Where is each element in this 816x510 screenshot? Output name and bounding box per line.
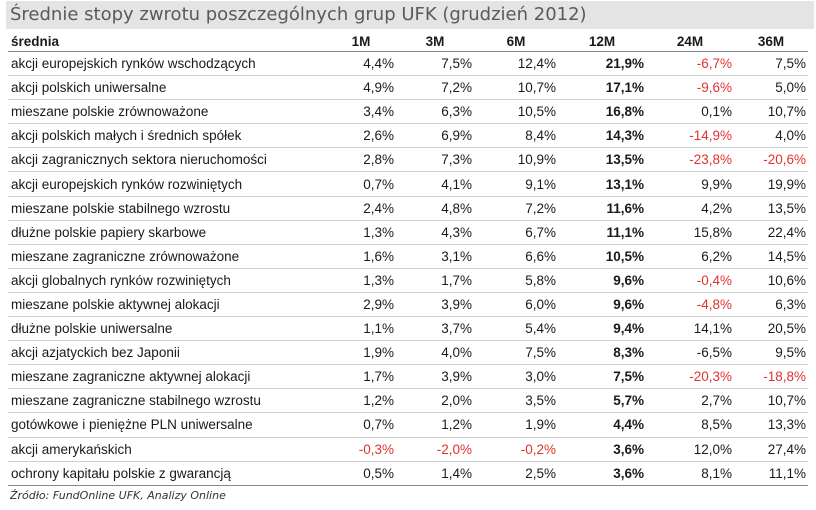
returns-table xyxy=(8,31,808,486)
cell-1m: 0,7% xyxy=(326,413,396,437)
cell-36m: 6,3% xyxy=(734,292,808,316)
cell-6m: 3,5% xyxy=(474,389,558,413)
cell-3m: 7,2% xyxy=(396,76,474,100)
cell-12m: 14,3% xyxy=(558,124,646,148)
table-row xyxy=(8,461,808,485)
cell-24m: 14,1% xyxy=(646,317,734,341)
cell-12m: 3,6% xyxy=(558,437,646,461)
row-label: akcji polskich uniwersalne xyxy=(8,76,326,100)
cell-6m: 5,8% xyxy=(474,268,558,292)
cell-6m: 1,9% xyxy=(474,413,558,437)
cell-3m: 3,1% xyxy=(396,244,474,268)
cell-24m: 12,0% xyxy=(646,437,734,461)
cell-12m: 11,6% xyxy=(558,196,646,220)
row-label: mieszane polskie aktywnej alokacji xyxy=(8,292,326,316)
cell-36m: 7,5% xyxy=(734,52,808,76)
cell-12m: 5,7% xyxy=(558,389,646,413)
cell-1m: 1,3% xyxy=(326,220,396,244)
source-note: Źródło: FundOnline UFK, Analizy Online xyxy=(10,489,226,502)
cell-12m: 8,3% xyxy=(558,341,646,365)
row-label: mieszane zagraniczne aktywnej alokacji xyxy=(8,365,326,389)
cell-1m: 1,7% xyxy=(326,365,396,389)
cell-3m: 1,7% xyxy=(396,268,474,292)
cell-12m: 13,1% xyxy=(558,172,646,196)
cell-24m: -23,8% xyxy=(646,148,734,172)
cell-6m: -0,2% xyxy=(474,437,558,461)
row-label: akcji globalnych rynków rozwiniętych xyxy=(8,268,326,292)
row-label: dłużne polskie papiery skarbowe xyxy=(8,220,326,244)
column-header-category: średnia xyxy=(8,31,326,52)
row-label: dłużne polskie uniwersalne xyxy=(8,317,326,341)
table-row xyxy=(8,437,808,461)
cell-36m: 11,1% xyxy=(734,461,808,485)
table-row xyxy=(8,268,808,292)
table-row xyxy=(8,124,808,148)
cell-36m: 10,6% xyxy=(734,268,808,292)
cell-36m: -18,8% xyxy=(734,365,808,389)
cell-12m: 9,6% xyxy=(558,268,646,292)
cell-24m: -14,9% xyxy=(646,124,734,148)
cell-3m: 3,9% xyxy=(396,365,474,389)
cell-1m: 3,4% xyxy=(326,100,396,124)
cell-1m: 1,9% xyxy=(326,341,396,365)
cell-3m: 4,0% xyxy=(396,341,474,365)
cell-6m: 10,7% xyxy=(474,76,558,100)
cell-36m: 19,9% xyxy=(734,172,808,196)
cell-6m: 10,9% xyxy=(474,148,558,172)
cell-6m: 6,7% xyxy=(474,220,558,244)
cell-3m: 6,3% xyxy=(396,100,474,124)
cell-12m: 13,5% xyxy=(558,148,646,172)
cell-1m: 2,6% xyxy=(326,124,396,148)
table-row xyxy=(8,317,808,341)
cell-24m: -4,8% xyxy=(646,292,734,316)
cell-36m: 4,0% xyxy=(734,124,808,148)
cell-1m: 0,5% xyxy=(326,461,396,485)
cell-24m: -6,7% xyxy=(646,52,734,76)
column-header-12m: 12M xyxy=(558,31,646,52)
table-row xyxy=(8,76,808,100)
row-label: akcji europejskich rynków wschodzących xyxy=(8,52,326,76)
column-header-3m: 3M xyxy=(396,31,474,52)
cell-24m: 9,9% xyxy=(646,172,734,196)
table-row xyxy=(8,389,808,413)
cell-3m: 3,7% xyxy=(396,317,474,341)
table-title: Średnie stopy zwrotu poszczególnych grup UFK (grudzień 2012) xyxy=(6,1,814,29)
cell-6m: 7,2% xyxy=(474,196,558,220)
row-label: akcji amerykańskich xyxy=(8,437,326,461)
cell-24m: -9,6% xyxy=(646,76,734,100)
cell-1m: 1,2% xyxy=(326,389,396,413)
cell-12m: 7,5% xyxy=(558,365,646,389)
row-label: ochrony kapitału polskie z gwarancją xyxy=(8,461,326,485)
cell-12m: 17,1% xyxy=(558,76,646,100)
row-label: mieszane polskie stabilnego wzrostu xyxy=(8,196,326,220)
cell-24m: 2,7% xyxy=(646,389,734,413)
cell-3m: 7,3% xyxy=(396,148,474,172)
cell-3m: 1,2% xyxy=(396,413,474,437)
cell-3m: 6,9% xyxy=(396,124,474,148)
row-label: akcji polskich małych i średnich spółek xyxy=(8,124,326,148)
table-row xyxy=(8,148,808,172)
table-row xyxy=(8,100,808,124)
cell-12m: 4,4% xyxy=(558,413,646,437)
cell-6m: 6,0% xyxy=(474,292,558,316)
cell-12m: 9,4% xyxy=(558,317,646,341)
cell-12m: 16,8% xyxy=(558,100,646,124)
cell-36m: 13,5% xyxy=(734,196,808,220)
row-label: mieszane polskie zrównoważone xyxy=(8,100,326,124)
row-label: akcji europejskich rynków rozwiniętych xyxy=(8,172,326,196)
cell-1m: 2,8% xyxy=(326,148,396,172)
cell-6m: 3,0% xyxy=(474,365,558,389)
cell-24m: 4,2% xyxy=(646,196,734,220)
cell-6m: 12,4% xyxy=(474,52,558,76)
table-row xyxy=(8,220,808,244)
cell-36m: 5,0% xyxy=(734,76,808,100)
cell-3m: -2,0% xyxy=(396,437,474,461)
cell-36m: 9,5% xyxy=(734,341,808,365)
cell-24m: 0,1% xyxy=(646,100,734,124)
cell-12m: 9,6% xyxy=(558,292,646,316)
cell-36m: -20,6% xyxy=(734,148,808,172)
row-label: gotówkowe i pieniężne PLN uniwersalne xyxy=(8,413,326,437)
cell-6m: 7,5% xyxy=(474,341,558,365)
cell-24m: 15,8% xyxy=(646,220,734,244)
cell-6m: 5,4% xyxy=(474,317,558,341)
cell-24m: -6,5% xyxy=(646,341,734,365)
cell-12m: 11,1% xyxy=(558,220,646,244)
cell-24m: -0,4% xyxy=(646,268,734,292)
header-row xyxy=(8,31,808,52)
cell-24m: 8,1% xyxy=(646,461,734,485)
cell-1m: 4,4% xyxy=(326,52,396,76)
cell-6m: 9,1% xyxy=(474,172,558,196)
cell-6m: 2,5% xyxy=(474,461,558,485)
cell-6m: 6,6% xyxy=(474,244,558,268)
cell-36m: 20,5% xyxy=(734,317,808,341)
table-body xyxy=(8,52,808,486)
cell-1m: 1,3% xyxy=(326,268,396,292)
row-label: akcji zagranicznych sektora nieruchomości xyxy=(8,148,326,172)
cell-24m: 6,2% xyxy=(646,244,734,268)
cell-1m: 4,9% xyxy=(326,76,396,100)
table-row xyxy=(8,413,808,437)
table-row xyxy=(8,196,808,220)
cell-24m: -20,3% xyxy=(646,365,734,389)
cell-3m: 2,0% xyxy=(396,389,474,413)
cell-1m: 1,6% xyxy=(326,244,396,268)
cell-36m: 14,5% xyxy=(734,244,808,268)
table-row xyxy=(8,244,808,268)
column-header-1m: 1M xyxy=(326,31,396,52)
cell-12m: 21,9% xyxy=(558,52,646,76)
cell-1m: 2,4% xyxy=(326,196,396,220)
row-label: mieszane zagraniczne stabilnego wzrostu xyxy=(8,389,326,413)
cell-36m: 13,3% xyxy=(734,413,808,437)
table-row xyxy=(8,172,808,196)
cell-36m: 10,7% xyxy=(734,389,808,413)
column-header-6m: 6M xyxy=(474,31,558,52)
cell-6m: 10,5% xyxy=(474,100,558,124)
row-label: mieszane zagraniczne zrównoważone xyxy=(8,244,326,268)
cell-12m: 3,6% xyxy=(558,461,646,485)
row-label: akcji azjatyckich bez Japonii xyxy=(8,341,326,365)
cell-6m: 8,4% xyxy=(474,124,558,148)
cell-1m: 1,1% xyxy=(326,317,396,341)
cell-3m: 4,1% xyxy=(396,172,474,196)
table-row xyxy=(8,292,808,316)
cell-3m: 4,8% xyxy=(396,196,474,220)
cell-3m: 4,3% xyxy=(396,220,474,244)
cell-12m: 10,5% xyxy=(558,244,646,268)
table-row xyxy=(8,52,808,76)
cell-3m: 1,4% xyxy=(396,461,474,485)
cell-1m: 0,7% xyxy=(326,172,396,196)
column-header-36m: 36M xyxy=(734,31,808,52)
cell-24m: 8,5% xyxy=(646,413,734,437)
cell-3m: 3,9% xyxy=(396,292,474,316)
column-header-24m: 24M xyxy=(646,31,734,52)
cell-1m: -0,3% xyxy=(326,437,396,461)
cell-36m: 22,4% xyxy=(734,220,808,244)
table-row xyxy=(8,365,808,389)
cell-1m: 2,9% xyxy=(326,292,396,316)
table-row xyxy=(8,341,808,365)
cell-36m: 27,4% xyxy=(734,437,808,461)
cell-3m: 7,5% xyxy=(396,52,474,76)
cell-36m: 10,7% xyxy=(734,100,808,124)
